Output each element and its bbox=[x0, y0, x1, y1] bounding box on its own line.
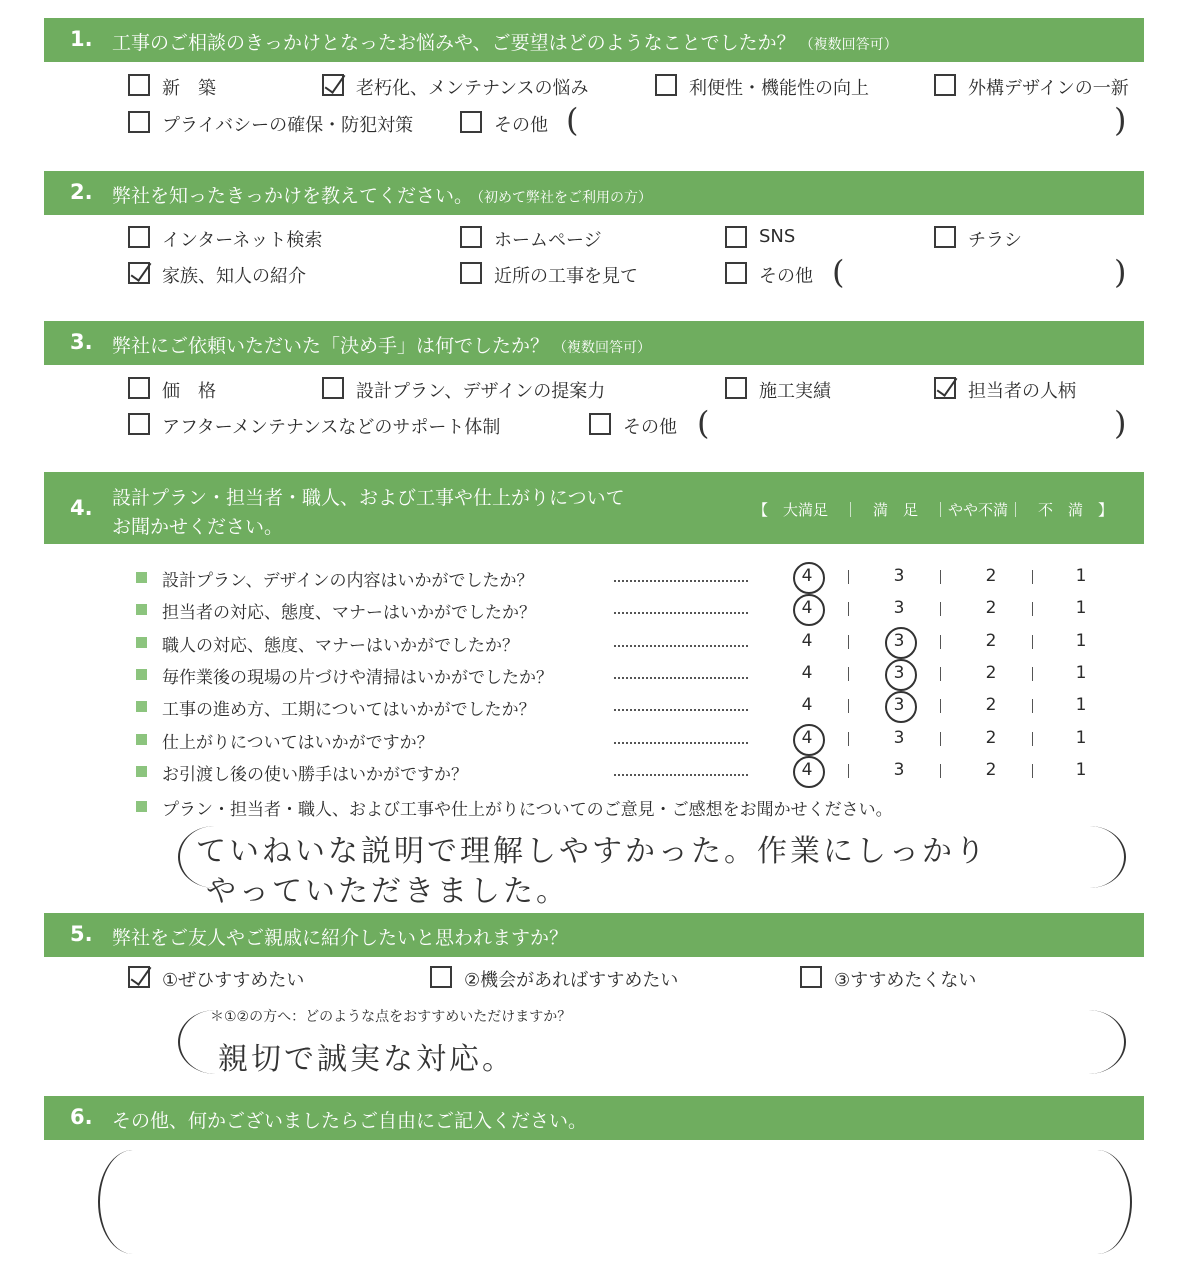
q3-checkbox-3[interactable] bbox=[934, 377, 956, 399]
q5-checkbox-1[interactable] bbox=[430, 966, 452, 988]
score-separator bbox=[1032, 667, 1033, 681]
section-3-note: （複数回答可） bbox=[553, 340, 652, 356]
score-separator bbox=[940, 732, 941, 746]
bullet-square-icon bbox=[136, 637, 147, 648]
q4-score-option[interactable]: 2 bbox=[985, 727, 997, 748]
q3-other-open-paren: ( bbox=[697, 404, 710, 442]
section-3-title-text: 弊社にご依頼いただいた「決め手」は何でしたか？ bbox=[112, 335, 550, 357]
score-separator bbox=[848, 635, 849, 649]
q4-rating-row bbox=[136, 663, 1146, 689]
q1-checkbox-1[interactable] bbox=[322, 74, 344, 96]
q4-score-option[interactable]: 2 bbox=[985, 662, 997, 683]
q1-checkbox-0[interactable] bbox=[128, 74, 150, 96]
q4-rating-row bbox=[136, 566, 1146, 592]
q5-checkbox-0[interactable] bbox=[128, 966, 150, 988]
q4-rating-row bbox=[136, 598, 1146, 624]
q3-option-label: 価 格 bbox=[162, 381, 216, 402]
section-2-header bbox=[44, 171, 1144, 215]
q4-question-text: 職人の対応、態度、マナーはいかがでしたか？ bbox=[162, 635, 519, 656]
q5-checkbox-2[interactable] bbox=[800, 966, 822, 988]
q3-option-label: 設計プラン、デザインの提案力 bbox=[356, 381, 606, 402]
q4-score-option[interactable]: 1 bbox=[1075, 727, 1087, 748]
section-6-number: 6. bbox=[70, 1105, 93, 1129]
section-2-title bbox=[112, 181, 652, 208]
score-separator bbox=[940, 764, 941, 778]
section-5-number: 5. bbox=[70, 922, 93, 946]
q2-checkbox-1[interactable] bbox=[460, 226, 482, 248]
q4-handwritten-comment-line2: やっていただきました。 bbox=[206, 874, 569, 909]
q4-score-option[interactable]: 1 bbox=[1075, 630, 1087, 651]
q4-question-text: お引渡し後の使い勝手はいかがですか？ bbox=[162, 764, 468, 785]
dotted-leader bbox=[614, 742, 748, 744]
section-3-header bbox=[44, 321, 1144, 365]
section-3-title bbox=[112, 331, 651, 358]
q2-option-label: インターネット検索 bbox=[162, 230, 323, 251]
q4-score-option[interactable]: 2 bbox=[985, 630, 997, 651]
score-separator bbox=[848, 699, 849, 713]
q1-option-label: 老朽化、メンテナンスの悩み bbox=[356, 78, 589, 99]
score-separator bbox=[848, 667, 849, 681]
q4-score-option[interactable]: 3 bbox=[893, 727, 905, 748]
q4-score-option[interactable]: 2 bbox=[985, 759, 997, 780]
q4-question-text: 設計プラン、デザインの内容はいかがでしたか？ bbox=[162, 571, 534, 591]
bullet-square-icon bbox=[136, 801, 147, 812]
q4-score-option[interactable]: 4 bbox=[792, 598, 822, 618]
score-separator bbox=[848, 764, 849, 778]
q4-score-option[interactable]: 4 bbox=[792, 566, 822, 586]
section-2-note: （初めて弊社をご利用の方） bbox=[477, 190, 653, 206]
q1-option-label: 外構デザインの一新 bbox=[968, 78, 1129, 99]
q4-score-option[interactable]: 1 bbox=[1075, 662, 1087, 683]
section-6-header bbox=[44, 1096, 1144, 1140]
q4-score-option[interactable]: 2 bbox=[985, 598, 997, 619]
q3-checkbox-5[interactable] bbox=[589, 413, 611, 435]
score-separator bbox=[1032, 764, 1033, 778]
q4-score-option[interactable]: 2 bbox=[985, 566, 997, 586]
q2-checkbox-5[interactable] bbox=[460, 262, 482, 284]
score-separator bbox=[1032, 635, 1033, 649]
q2-other-open-paren: ( bbox=[832, 253, 845, 291]
q2-option-label: 近所の工事を見て bbox=[494, 266, 638, 287]
q4-score-option[interactable]: 3 bbox=[884, 663, 914, 683]
q1-checkbox-4[interactable] bbox=[128, 111, 150, 133]
q4-comment-prompt-row bbox=[136, 795, 1146, 821]
bullet-square-icon bbox=[136, 669, 147, 680]
q2-other-close-paren: ) bbox=[1114, 253, 1127, 291]
dotted-leader bbox=[614, 677, 748, 679]
q4-score-option[interactable]: 4 bbox=[792, 728, 822, 748]
section-4-title-line1: 設計プラン・担当者・職人、および工事や仕上がりについて bbox=[112, 487, 625, 509]
q4-score-option[interactable]: 4 bbox=[792, 760, 822, 780]
dotted-leader bbox=[614, 612, 748, 614]
q1-other-open-paren: ( bbox=[566, 101, 579, 139]
q4-score-option[interactable]: 4 bbox=[801, 695, 813, 716]
q1-checkbox-3[interactable] bbox=[934, 74, 956, 96]
score-separator bbox=[848, 570, 849, 584]
section-1-title bbox=[112, 28, 898, 55]
q4-question-text: 仕上がりについてはいかがですか？ bbox=[162, 732, 434, 753]
q4-question-text: 担当者の対応、態度、マナーはいかがでしたか？ bbox=[162, 603, 536, 624]
q3-option-label: その他 bbox=[623, 417, 677, 438]
q1-option-label: 新 築 bbox=[162, 78, 216, 99]
q4-rating-row bbox=[136, 695, 1146, 721]
score-separator bbox=[1032, 699, 1033, 713]
q4-score-option[interactable]: 1 bbox=[1075, 566, 1087, 586]
q2-checkbox-3[interactable] bbox=[934, 226, 956, 248]
q4-handwritten-comment-line1: ていねいな説明で理解しやすかった。作業にしっかり bbox=[196, 834, 988, 869]
q4-score-option[interactable]: 3 bbox=[893, 759, 905, 780]
q5-option-label: ③すすめたくない bbox=[834, 970, 977, 991]
q2-checkbox-0[interactable] bbox=[128, 226, 150, 248]
score-separator bbox=[940, 602, 941, 616]
bullet-square-icon bbox=[136, 572, 147, 583]
q1-option-label: 利便性・機能性の向上 bbox=[689, 78, 869, 99]
q4-score-option[interactable]: 3 bbox=[884, 695, 914, 715]
score-separator bbox=[1032, 732, 1033, 746]
score-separator bbox=[940, 667, 941, 681]
q2-option-label: SNS bbox=[759, 226, 796, 247]
q3-option-label: 担当者の人柄 bbox=[968, 381, 1076, 402]
q2-checkbox-2[interactable] bbox=[725, 226, 747, 248]
q2-option-label: チラシ bbox=[968, 230, 1022, 251]
q4-score-option[interactable]: 1 bbox=[1075, 759, 1087, 780]
bullet-square-icon bbox=[136, 701, 147, 712]
q4-score-option[interactable]: 4 bbox=[801, 662, 813, 683]
section-1-note: （複数回答可） bbox=[799, 37, 898, 53]
q5-option-label: ②機会があればすすめたい bbox=[464, 970, 679, 991]
dotted-leader bbox=[614, 645, 748, 647]
q6-free-comment-box[interactable] bbox=[98, 1150, 1132, 1254]
q2-checkbox-4[interactable] bbox=[128, 262, 150, 284]
score-separator bbox=[940, 635, 941, 649]
q4-rating-row bbox=[136, 728, 1146, 754]
section-5-title: 弊社をご友人やご親戚に紹介したいと思われますか？ bbox=[112, 927, 569, 949]
dotted-leader bbox=[614, 774, 748, 776]
q4-rating-row bbox=[136, 760, 1146, 786]
score-separator bbox=[848, 732, 849, 746]
section-2-number: 2. bbox=[70, 180, 93, 204]
q3-option-label: 施工実績 bbox=[759, 381, 831, 402]
q4-score-option[interactable]: 4 bbox=[801, 630, 813, 651]
score-separator bbox=[940, 570, 941, 584]
q4-score-option[interactable]: 2 bbox=[985, 695, 997, 716]
section-1-header bbox=[44, 18, 1144, 62]
q1-checkbox-5[interactable] bbox=[460, 111, 482, 133]
score-separator bbox=[1032, 570, 1033, 584]
bullet-square-icon bbox=[136, 604, 147, 615]
q4-score-option[interactable]: 3 bbox=[893, 566, 905, 586]
q4-score-option[interactable]: 1 bbox=[1075, 598, 1087, 619]
bullet-square-icon bbox=[136, 734, 147, 745]
section-5-header bbox=[44, 913, 1144, 957]
q2-option-label: 家族、知人の紹介 bbox=[162, 266, 306, 287]
q3-checkbox-4[interactable] bbox=[128, 413, 150, 435]
q5-sub-prompt: ＊①②の方へ：どのような点をおすすめいただけますか？ bbox=[210, 1009, 572, 1025]
q3-checkbox-0[interactable] bbox=[128, 377, 150, 399]
section-1-number: 1. bbox=[70, 27, 93, 51]
q4-score-option[interactable]: 3 bbox=[893, 598, 905, 619]
section-4-number: 4. bbox=[70, 496, 93, 520]
q2-option-label: ホームページ bbox=[494, 230, 602, 251]
section-6-title: その他、何かございましたらご自由にご記入ください。 bbox=[112, 1110, 588, 1132]
q4-comment-prompt: プラン・担当者・職人、および工事や仕上がりについてのご意見・ご感想をお聞かせください。 bbox=[162, 800, 893, 820]
dotted-leader bbox=[614, 709, 748, 711]
q4-question-text: 工事の進め方、工期についてはいかがでしたか？ bbox=[162, 700, 536, 721]
section-2-title-text: 弊社を知ったきっかけを教えてください。 bbox=[112, 185, 474, 207]
q4-question-text: 毎作業後の現場の片づけや清掃はいかがでしたか？ bbox=[162, 667, 553, 688]
score-separator bbox=[848, 602, 849, 616]
q1-option-label: その他 bbox=[494, 115, 548, 136]
q5-handwritten-answer: 親切で誠実な対応。 bbox=[218, 1042, 515, 1077]
q1-other-close-paren: ) bbox=[1114, 101, 1127, 139]
q3-checkbox-1[interactable] bbox=[322, 377, 344, 399]
q3-option-label: アフターメンテナンスなどのサポート体制 bbox=[162, 417, 501, 438]
score-separator bbox=[1032, 602, 1033, 616]
section-3-number: 3. bbox=[70, 330, 93, 354]
satisfaction-scale-header: 【 大満足 ｜ 満 足 ｜やや不満｜ 不 満 】 bbox=[753, 501, 1114, 519]
section-4-title-line2: お聞かせください。 bbox=[112, 516, 284, 538]
dotted-leader bbox=[614, 580, 748, 582]
q3-checkbox-2[interactable] bbox=[725, 377, 747, 399]
q2-option-label: その他 bbox=[759, 266, 813, 287]
section-1-title-text: 工事のご相談のきっかけとなったお悩みや、ご要望はどのようなことでしたか？ bbox=[112, 32, 796, 54]
bullet-square-icon bbox=[136, 766, 147, 777]
q4-rating-row bbox=[136, 631, 1146, 657]
q4-score-option[interactable]: 1 bbox=[1075, 695, 1087, 716]
q5-option-label: ①ぜひすすめたい bbox=[162, 970, 305, 991]
q1-option-label: プライバシーの確保・防犯対策 bbox=[162, 115, 414, 136]
q3-other-close-paren: ) bbox=[1114, 404, 1127, 442]
q1-checkbox-2[interactable] bbox=[655, 74, 677, 96]
score-separator bbox=[940, 699, 941, 713]
q2-checkbox-6[interactable] bbox=[725, 262, 747, 284]
q4-score-option[interactable]: 3 bbox=[884, 631, 914, 651]
